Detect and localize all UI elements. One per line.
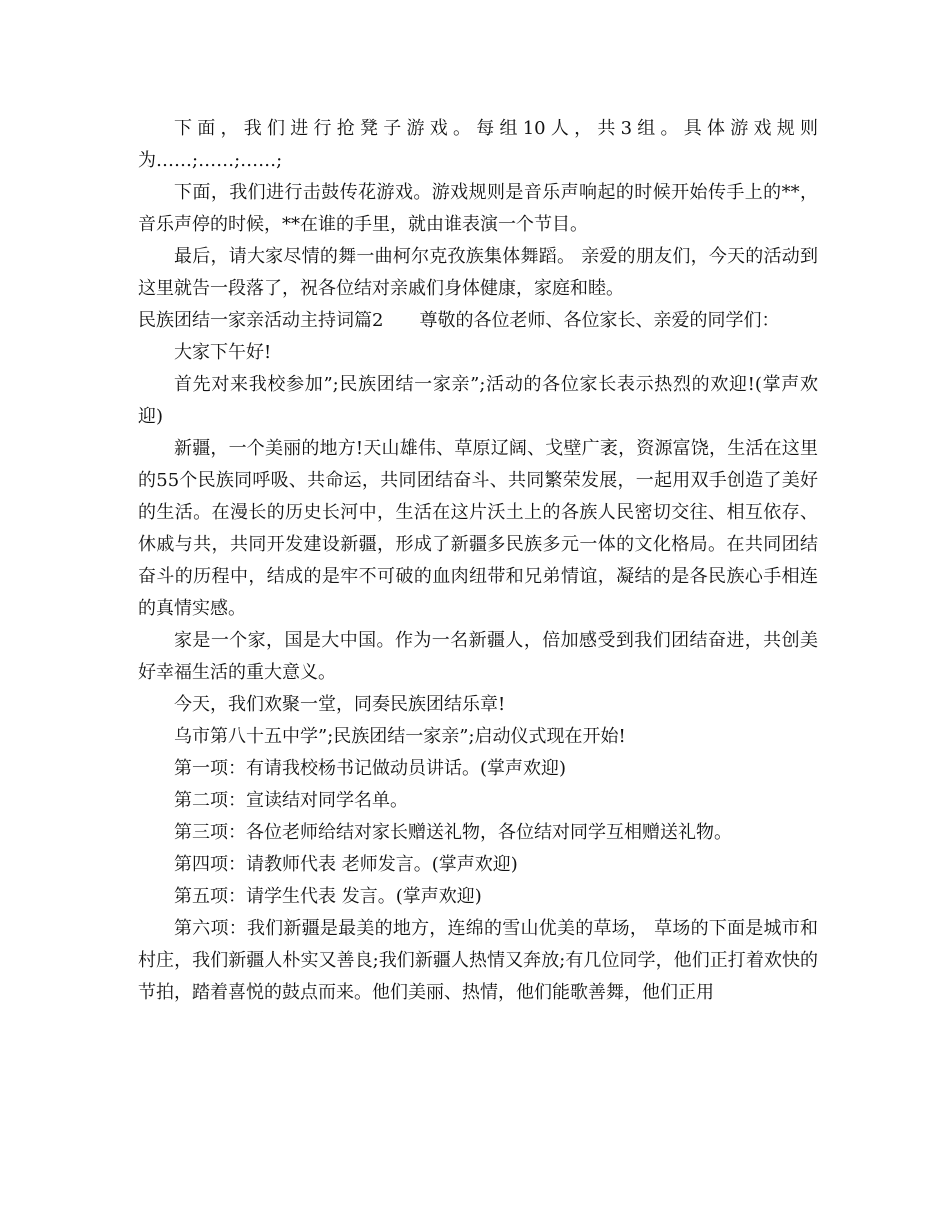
paragraph-home-country: 家是一个家，国是大中国。作为一名新疆人，倍加感受到我们团结奋进，共创美好幸福生活的重大意义。	[138, 630, 818, 683]
section-heading: 民族团结一家亲活动主持词篇2 尊敬的各位老师、各位家长、亲爱的同学们：	[138, 310, 780, 331]
agenda-item-1: 第一项：有请我校杨书记做动员讲话。(掌声欢迎)	[174, 758, 567, 779]
agenda-item-4: 第四项：请教师代表 老师发言。(掌声欢迎)	[174, 854, 518, 875]
agenda-item-3: 第三项：各位老师给结对家长赠送礼物，各位结对同学互相赠送礼物。	[174, 822, 732, 843]
paragraph-greeting: 大家下午好!	[174, 342, 272, 363]
paragraph-welcome: 首先对来我校参加”;民族团结一家亲”;活动的各位家长表示热烈的欢迎!(掌声欢迎)	[138, 374, 818, 427]
paragraph-3: 最后，请大家尽情的舞一曲柯尔克孜族集体舞蹈。 亲爱的朋友们，今天的活动到这里就告一段落了，祝各位结对亲戚们身体健康，家庭和睦。	[138, 246, 818, 299]
agenda-item-5: 第五项：请学生代表 发言。(掌声欢迎)	[174, 886, 482, 907]
document-body	[138, 113, 818, 1009]
paragraph-xinjiang: 新疆，一个美丽的地方!天山雄伟、草原辽阔、戈壁广袤，资源富饶，生活在这里的55个民族同呼吸、共命运，共同团结奋斗、共同繁荣发展，一起用双手创造了美好的生活。在漫长的历史长河中，生活在这片沃土上的各族人民密切交往、相互依存、休戚与共，共同开发建设新疆，形成了新疆多民族多元一体的文化格局。在共同团结奋斗的历程中，结成的是牢不可破的血肉纽带和兄弟情谊，凝结的是各民族心手相连的真情实感。	[138, 438, 818, 619]
agenda-item-2: 第二项：宣读结对同学名单。	[174, 790, 408, 811]
paragraph-1: 下面，我们进行抢凳子游戏。每组10人，共3组。具体游戏规则为……;……;……;	[138, 118, 818, 171]
paragraph-today: 今天，我们欢聚一堂，同奏民族团结乐章!	[174, 694, 506, 715]
paragraph-ceremony-start: 乌市第八十五中学”;民族团结一家亲”;启动仪式现在开始!	[174, 726, 626, 747]
agenda-item-6: 第六项：我们新疆是最美的地方，连绵的雪山优美的草场， 草场的下面是城市和村庄，我们新疆人朴实又善良;我们新疆人热情又奔放;有几位同学，他们正打着欢快的节拍，踏着喜悦的鼓点而来。他们美丽、热情，他们能歌善舞，他们正用	[138, 918, 818, 1003]
paragraph-2: 下面，我们进行击鼓传花游戏。游戏规则是音乐声响起的时候开始传手上的**，音乐声停的时候，**在谁的手里，就由谁表演一个节目。	[138, 182, 818, 235]
